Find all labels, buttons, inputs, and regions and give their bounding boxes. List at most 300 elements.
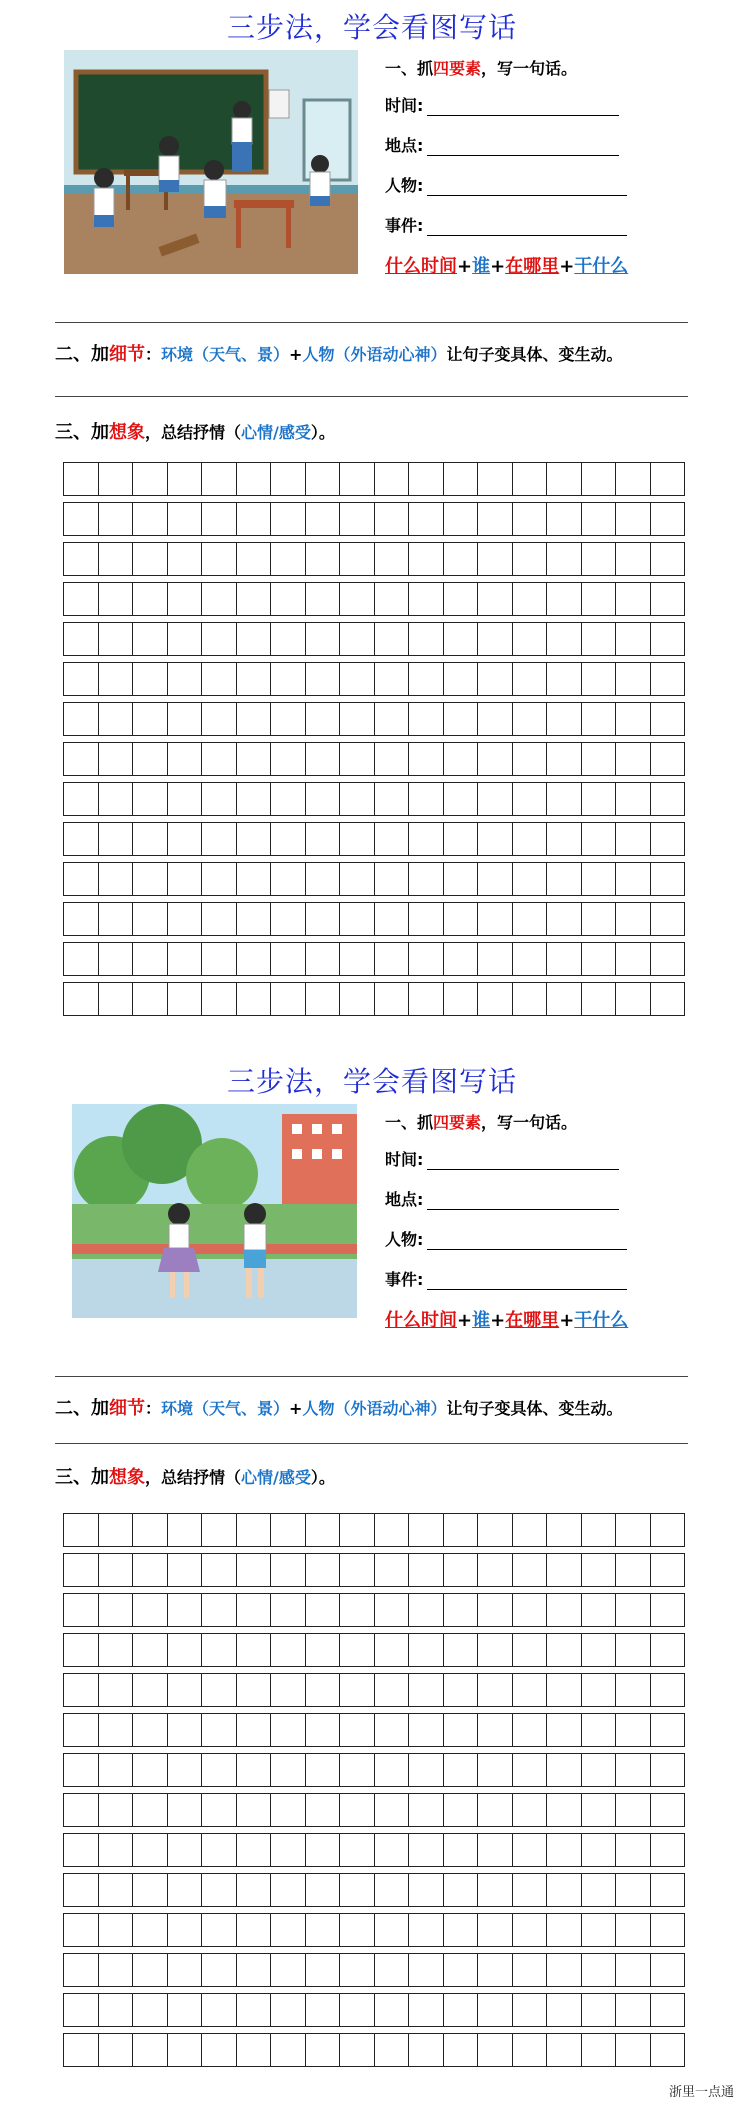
grid-cell[interactable] (64, 783, 99, 815)
grid-cell[interactable] (202, 1954, 237, 1986)
grid-cell[interactable] (202, 1514, 237, 1546)
grid-cell[interactable] (651, 663, 685, 695)
grid-cell[interactable] (444, 1634, 479, 1666)
grid-cell[interactable] (375, 983, 410, 1015)
grid-cell[interactable] (651, 1554, 685, 1586)
grid-cell[interactable] (340, 503, 375, 535)
grid-cell[interactable] (99, 1754, 134, 1786)
grid-cell[interactable] (513, 823, 548, 855)
grid-cell[interactable] (444, 1954, 479, 1986)
grid-cell[interactable] (616, 1874, 651, 1906)
grid-cell[interactable] (306, 743, 341, 775)
grid-cell[interactable] (375, 1994, 410, 2026)
grid-cell[interactable] (651, 1514, 685, 1546)
grid-cell[interactable] (202, 743, 237, 775)
grid-cell[interactable] (64, 903, 99, 935)
grid-cell[interactable] (651, 983, 685, 1015)
grid-cell[interactable] (409, 1554, 444, 1586)
grid-cell[interactable] (99, 1954, 134, 1986)
grid-cell[interactable] (64, 463, 99, 495)
grid-cell[interactable] (444, 863, 479, 895)
grid-cell[interactable] (168, 503, 203, 535)
grid-cell[interactable] (202, 1554, 237, 1586)
grid-cell[interactable] (168, 783, 203, 815)
grid-cell[interactable] (375, 1754, 410, 1786)
grid-cell[interactable] (513, 1914, 548, 1946)
grid-cell[interactable] (409, 823, 444, 855)
grid-cell[interactable] (64, 623, 99, 655)
grid-cell[interactable] (444, 503, 479, 535)
grid-cell[interactable] (616, 1594, 651, 1626)
grid-cell[interactable] (271, 1794, 306, 1826)
grid-cell[interactable] (478, 983, 513, 1015)
grid-cell[interactable] (99, 903, 134, 935)
grid-cell[interactable] (64, 823, 99, 855)
grid-cell[interactable] (237, 1594, 272, 1626)
grid-cell[interactable] (168, 2034, 203, 2066)
grid-cell[interactable] (99, 1554, 134, 1586)
grid-cell[interactable] (64, 1754, 99, 1786)
grid-cell[interactable] (513, 623, 548, 655)
grid-cell[interactable] (651, 903, 685, 935)
time-blank[interactable] (427, 1169, 619, 1170)
writing-grid[interactable] (63, 462, 685, 1015)
grid-cell[interactable] (99, 1834, 134, 1866)
grid-cell[interactable] (133, 703, 168, 735)
grid-cell[interactable] (168, 623, 203, 655)
grid-cell[interactable] (444, 1874, 479, 1906)
people-field[interactable] (385, 166, 715, 206)
grid-cell[interactable] (271, 1834, 306, 1866)
event-field[interactable] (385, 206, 715, 246)
grid-cell[interactable] (64, 1554, 99, 1586)
grid-cell[interactable] (409, 1754, 444, 1786)
grid-cell[interactable] (99, 663, 134, 695)
grid-cell[interactable] (133, 823, 168, 855)
grid-cell[interactable] (478, 903, 513, 935)
grid-cell[interactable] (547, 863, 582, 895)
grid-cell[interactable] (375, 1874, 410, 1906)
grid-cell[interactable] (375, 623, 410, 655)
people-blank[interactable] (427, 195, 627, 196)
grid-cell[interactable] (616, 1954, 651, 1986)
grid-cell[interactable] (133, 863, 168, 895)
grid-cell[interactable] (444, 1714, 479, 1746)
grid-cell[interactable] (168, 583, 203, 615)
grid-cell[interactable] (271, 623, 306, 655)
grid-cell[interactable] (547, 503, 582, 535)
grid-cell[interactable] (444, 703, 479, 735)
grid-cell[interactable] (375, 663, 410, 695)
grid-cell[interactable] (202, 463, 237, 495)
grid-cell[interactable] (513, 863, 548, 895)
grid-cell[interactable] (375, 503, 410, 535)
grid-cell[interactable] (306, 1554, 341, 1586)
grid-cell[interactable] (582, 1714, 617, 1746)
grid-cell[interactable] (340, 543, 375, 575)
grid-cell[interactable] (616, 583, 651, 615)
grid-cell[interactable] (547, 823, 582, 855)
grid-cell[interactable] (616, 1674, 651, 1706)
grid-cell[interactable] (306, 623, 341, 655)
grid-cell[interactable] (168, 903, 203, 935)
grid-cell[interactable] (202, 1994, 237, 2026)
grid-cell[interactable] (237, 1914, 272, 1946)
grid-cell[interactable] (99, 623, 134, 655)
grid-cell[interactable] (306, 1834, 341, 1866)
grid-cell[interactable] (64, 743, 99, 775)
grid-cell[interactable] (306, 983, 341, 1015)
grid-cell[interactable] (375, 1594, 410, 1626)
grid-cell[interactable] (547, 1674, 582, 1706)
grid-cell[interactable] (409, 903, 444, 935)
grid-cell[interactable] (444, 943, 479, 975)
grid-cell[interactable] (478, 583, 513, 615)
grid-cell[interactable] (547, 1874, 582, 1906)
grid-cell[interactable] (340, 1954, 375, 1986)
grid-cell[interactable] (271, 943, 306, 975)
grid-cell[interactable] (547, 1994, 582, 2026)
grid-cell[interactable] (133, 1914, 168, 1946)
grid-cell[interactable] (133, 623, 168, 655)
grid-cell[interactable] (64, 1514, 99, 1546)
grid-cell[interactable] (582, 703, 617, 735)
grid-cell[interactable] (651, 743, 685, 775)
grid-cell[interactable] (513, 1634, 548, 1666)
people-blank[interactable] (427, 1249, 627, 1250)
grid-cell[interactable] (64, 503, 99, 535)
people-field[interactable] (385, 1220, 715, 1260)
grid-cell[interactable] (513, 1754, 548, 1786)
grid-cell[interactable] (237, 543, 272, 575)
grid-cell[interactable] (444, 743, 479, 775)
grid-cell[interactable] (306, 463, 341, 495)
grid-cell[interactable] (444, 1514, 479, 1546)
grid-cell[interactable] (271, 703, 306, 735)
grid-cell[interactable] (340, 623, 375, 655)
grid-cell[interactable] (306, 1994, 341, 2026)
grid-cell[interactable] (547, 903, 582, 935)
grid-cell[interactable] (547, 623, 582, 655)
time-blank[interactable] (427, 115, 619, 116)
grid-cell[interactable] (306, 703, 341, 735)
grid-cell[interactable] (237, 2034, 272, 2066)
grid-cell[interactable] (306, 1754, 341, 1786)
grid-cell[interactable] (64, 543, 99, 575)
grid-cell[interactable] (409, 703, 444, 735)
grid-cell[interactable] (478, 703, 513, 735)
grid-cell[interactable] (202, 703, 237, 735)
grid-cell[interactable] (237, 703, 272, 735)
grid-cell[interactable] (375, 783, 410, 815)
grid-cell[interactable] (168, 743, 203, 775)
grid-cell[interactable] (64, 1994, 99, 2026)
grid-cell[interactable] (651, 543, 685, 575)
grid-cell[interactable] (375, 863, 410, 895)
grid-cell[interactable] (99, 463, 134, 495)
grid-cell[interactable] (616, 1634, 651, 1666)
grid-cell[interactable] (616, 863, 651, 895)
grid-cell[interactable] (582, 2034, 617, 2066)
grid-cell[interactable] (582, 1674, 617, 1706)
grid-cell[interactable] (513, 463, 548, 495)
grid-cell[interactable] (582, 623, 617, 655)
grid-cell[interactable] (651, 1954, 685, 1986)
grid-cell[interactable] (306, 543, 341, 575)
grid-cell[interactable] (237, 623, 272, 655)
grid-cell[interactable] (478, 1674, 513, 1706)
grid-cell[interactable] (651, 1994, 685, 2026)
grid-cell[interactable] (340, 1514, 375, 1546)
grid-cell[interactable] (582, 1554, 617, 1586)
grid-cell[interactable] (444, 903, 479, 935)
grid-cell[interactable] (478, 863, 513, 895)
grid-cell[interactable] (582, 1794, 617, 1826)
grid-cell[interactable] (582, 1954, 617, 1986)
grid-cell[interactable] (409, 1994, 444, 2026)
grid-cell[interactable] (409, 1914, 444, 1946)
grid-cell[interactable] (409, 1634, 444, 1666)
grid-cell[interactable] (651, 943, 685, 975)
grid-cell[interactable] (99, 1794, 134, 1826)
grid-cell[interactable] (237, 943, 272, 975)
grid-cell[interactable] (651, 1594, 685, 1626)
grid-cell[interactable] (444, 1834, 479, 1866)
grid-cell[interactable] (409, 463, 444, 495)
grid-cell[interactable] (444, 1554, 479, 1586)
grid-cell[interactable] (582, 823, 617, 855)
grid-cell[interactable] (444, 2034, 479, 2066)
grid-cell[interactable] (99, 1714, 134, 1746)
grid-cell[interactable] (340, 1874, 375, 1906)
grid-cell[interactable] (306, 863, 341, 895)
grid-cell[interactable] (202, 783, 237, 815)
grid-cell[interactable] (375, 703, 410, 735)
grid-cell[interactable] (478, 1874, 513, 1906)
grid-cell[interactable] (444, 823, 479, 855)
grid-cell[interactable] (582, 463, 617, 495)
grid-cell[interactable] (133, 543, 168, 575)
grid-cell[interactable] (133, 1754, 168, 1786)
grid-cell[interactable] (513, 743, 548, 775)
grid-cell[interactable] (306, 1514, 341, 1546)
grid-cell[interactable] (271, 903, 306, 935)
grid-cell[interactable] (133, 1714, 168, 1746)
grid-cell[interactable] (547, 2034, 582, 2066)
grid-cell[interactable] (616, 703, 651, 735)
grid-cell[interactable] (340, 1554, 375, 1586)
grid-cell[interactable] (99, 1914, 134, 1946)
grid-cell[interactable] (237, 743, 272, 775)
grid-cell[interactable] (64, 943, 99, 975)
grid-cell[interactable] (99, 1634, 134, 1666)
grid-cell[interactable] (202, 583, 237, 615)
grid-cell[interactable] (375, 1714, 410, 1746)
grid-cell[interactable] (133, 463, 168, 495)
grid-cell[interactable] (271, 1914, 306, 1946)
grid-cell[interactable] (478, 543, 513, 575)
grid-cell[interactable] (409, 783, 444, 815)
grid-cell[interactable] (271, 983, 306, 1015)
grid-cell[interactable] (409, 1594, 444, 1626)
grid-cell[interactable] (582, 943, 617, 975)
grid-cell[interactable] (651, 863, 685, 895)
grid-cell[interactable] (271, 2034, 306, 2066)
grid-cell[interactable] (616, 823, 651, 855)
grid-cell[interactable] (582, 1874, 617, 1906)
grid-cell[interactable] (409, 583, 444, 615)
grid-cell[interactable] (616, 463, 651, 495)
grid-cell[interactable] (64, 1594, 99, 1626)
grid-cell[interactable] (271, 1994, 306, 2026)
grid-cell[interactable] (444, 1594, 479, 1626)
grid-cell[interactable] (478, 743, 513, 775)
grid-cell[interactable] (133, 1634, 168, 1666)
grid-cell[interactable] (306, 1954, 341, 1986)
grid-cell[interactable] (202, 663, 237, 695)
grid-cell[interactable] (237, 983, 272, 1015)
grid-cell[interactable] (616, 1714, 651, 1746)
grid-cell[interactable] (513, 943, 548, 975)
grid-cell[interactable] (651, 1754, 685, 1786)
grid-cell[interactable] (375, 463, 410, 495)
grid-cell[interactable] (99, 863, 134, 895)
grid-cell[interactable] (340, 1834, 375, 1866)
grid-cell[interactable] (271, 783, 306, 815)
grid-cell[interactable] (478, 783, 513, 815)
grid-cell[interactable] (513, 983, 548, 1015)
place-blank[interactable] (427, 1209, 619, 1210)
grid-cell[interactable] (340, 1594, 375, 1626)
grid-cell[interactable] (547, 1714, 582, 1746)
grid-cell[interactable] (133, 1874, 168, 1906)
grid-cell[interactable] (375, 903, 410, 935)
grid-cell[interactable] (409, 863, 444, 895)
grid-cell[interactable] (478, 1554, 513, 1586)
grid-cell[interactable] (99, 1674, 134, 1706)
grid-cell[interactable] (271, 1634, 306, 1666)
grid-cell[interactable] (513, 2034, 548, 2066)
grid-cell[interactable] (306, 1674, 341, 1706)
grid-cell[interactable] (237, 1554, 272, 1586)
grid-cell[interactable] (168, 1954, 203, 1986)
grid-cell[interactable] (306, 583, 341, 615)
grid-cell[interactable] (168, 863, 203, 895)
grid-cell[interactable] (306, 503, 341, 535)
grid-cell[interactable] (64, 2034, 99, 2066)
grid-cell[interactable] (202, 1874, 237, 1906)
grid-cell[interactable] (271, 863, 306, 895)
grid-cell[interactable] (202, 823, 237, 855)
grid-cell[interactable] (133, 1954, 168, 1986)
grid-cell[interactable] (513, 783, 548, 815)
grid-cell[interactable] (168, 1554, 203, 1586)
grid-cell[interactable] (202, 1594, 237, 1626)
grid-cell[interactable] (64, 1794, 99, 1826)
grid-cell[interactable] (64, 983, 99, 1015)
grid-cell[interactable] (478, 1914, 513, 1946)
grid-cell[interactable] (375, 823, 410, 855)
grid-cell[interactable] (306, 783, 341, 815)
grid-cell[interactable] (202, 1754, 237, 1786)
grid-cell[interactable] (99, 1594, 134, 1626)
grid-cell[interactable] (651, 463, 685, 495)
grid-cell[interactable] (409, 943, 444, 975)
grid-cell[interactable] (375, 1914, 410, 1946)
grid-cell[interactable] (99, 783, 134, 815)
grid-cell[interactable] (444, 1754, 479, 1786)
grid-cell[interactable] (547, 943, 582, 975)
time-field[interactable] (385, 86, 715, 126)
grid-cell[interactable] (478, 1794, 513, 1826)
grid-cell[interactable] (547, 783, 582, 815)
grid-cell[interactable] (651, 2034, 685, 2066)
grid-cell[interactable] (409, 543, 444, 575)
grid-cell[interactable] (547, 1554, 582, 1586)
grid-cell[interactable] (340, 863, 375, 895)
grid-cell[interactable] (340, 903, 375, 935)
grid-cell[interactable] (444, 1794, 479, 1826)
grid-cell[interactable] (202, 1834, 237, 1866)
event-blank[interactable] (427, 235, 627, 236)
grid-cell[interactable] (202, 903, 237, 935)
grid-cell[interactable] (340, 463, 375, 495)
grid-cell[interactable] (202, 543, 237, 575)
grid-cell[interactable] (271, 1754, 306, 1786)
grid-cell[interactable] (340, 2034, 375, 2066)
grid-cell[interactable] (375, 943, 410, 975)
grid-cell[interactable] (133, 503, 168, 535)
grid-cell[interactable] (168, 543, 203, 575)
grid-cell[interactable] (340, 943, 375, 975)
grid-cell[interactable] (340, 663, 375, 695)
grid-cell[interactable] (444, 1914, 479, 1946)
grid-cell[interactable] (237, 1874, 272, 1906)
grid-cell[interactable] (375, 2034, 410, 2066)
grid-cell[interactable] (513, 503, 548, 535)
grid-cell[interactable] (64, 583, 99, 615)
grid-cell[interactable] (444, 983, 479, 1015)
grid-cell[interactable] (99, 1514, 134, 1546)
grid-cell[interactable] (271, 1674, 306, 1706)
grid-cell[interactable] (651, 1674, 685, 1706)
grid-cell[interactable] (237, 1754, 272, 1786)
grid-cell[interactable] (64, 1634, 99, 1666)
grid-cell[interactable] (547, 583, 582, 615)
grid-cell[interactable] (340, 1754, 375, 1786)
grid-cell[interactable] (651, 703, 685, 735)
grid-cell[interactable] (64, 1874, 99, 1906)
grid-cell[interactable] (513, 1674, 548, 1706)
grid-cell[interactable] (478, 1994, 513, 2026)
grid-cell[interactable] (616, 1514, 651, 1546)
grid-cell[interactable] (168, 703, 203, 735)
grid-cell[interactable] (616, 1754, 651, 1786)
grid-cell[interactable] (340, 1674, 375, 1706)
grid-cell[interactable] (168, 663, 203, 695)
grid-cell[interactable] (99, 743, 134, 775)
grid-cell[interactable] (306, 1794, 341, 1826)
grid-cell[interactable] (478, 2034, 513, 2066)
grid-cell[interactable] (547, 983, 582, 1015)
writing-grid[interactable] (63, 1513, 685, 2066)
grid-cell[interactable] (375, 1674, 410, 1706)
grid-cell[interactable] (133, 1994, 168, 2026)
grid-cell[interactable] (582, 503, 617, 535)
grid-cell[interactable] (478, 1754, 513, 1786)
grid-cell[interactable] (340, 1634, 375, 1666)
grid-cell[interactable] (375, 1794, 410, 1826)
